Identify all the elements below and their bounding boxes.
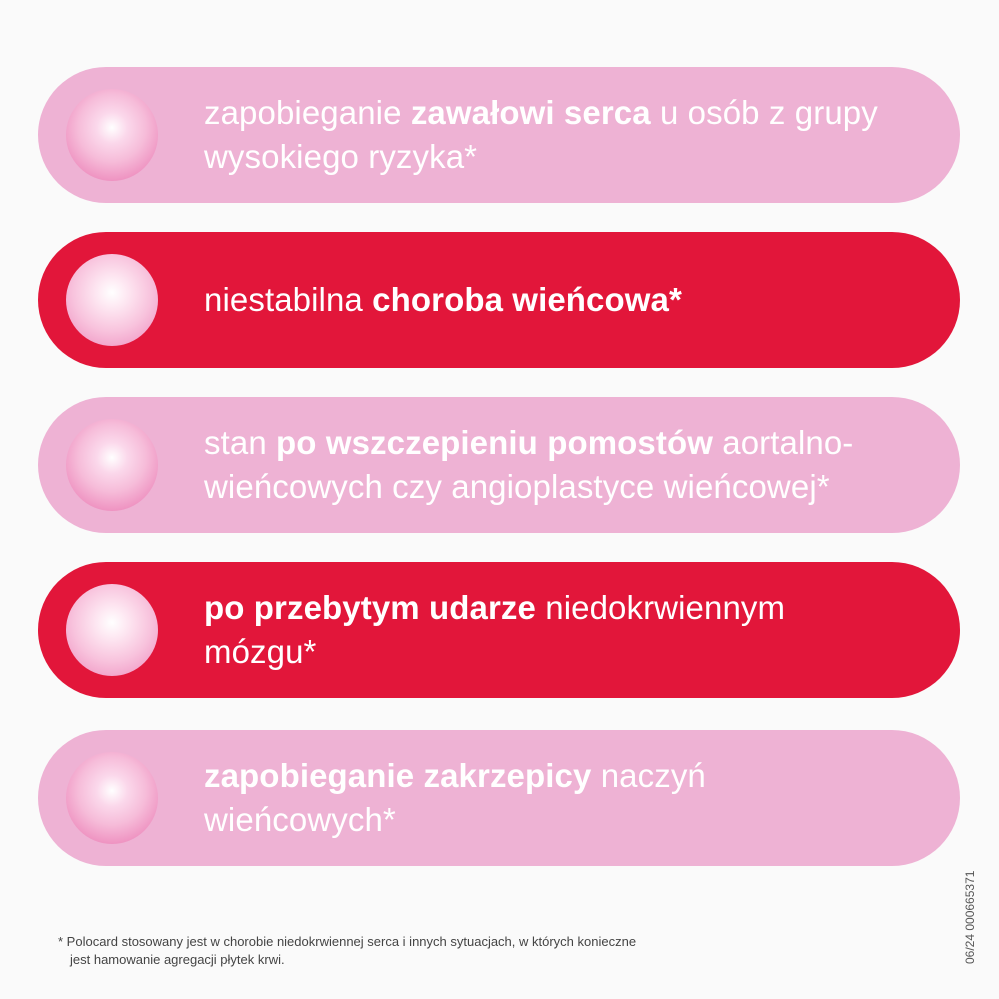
bullet-sphere-icon <box>66 752 158 844</box>
indication-pill-4 <box>38 562 960 698</box>
indication-text <box>204 91 902 179</box>
bullet-sphere-icon <box>66 584 158 676</box>
indication-pill-3 <box>38 397 960 533</box>
bullet-sphere-icon <box>66 254 158 346</box>
footnote-line-2: jest hamowanie agregacji płytek krwi. <box>70 952 285 967</box>
indication-pill-1 <box>38 67 960 203</box>
indication-text <box>204 278 902 322</box>
text-part-bold: po przebytym udarze <box>204 589 536 626</box>
indication-text <box>204 754 902 842</box>
text-part: u osób z grupy wysokiego ryzyka* <box>204 94 878 175</box>
text-part: stan <box>204 424 277 461</box>
indication-text <box>204 586 902 674</box>
footnote-line-1: * Polocard stosowany jest w chorobie niedokrwiennej serca i innych sytuacjach, w których konieczne <box>58 934 637 949</box>
text-part-bold: zawałowi serca <box>410 94 651 131</box>
text-part-bold: po wszczepieniu pomostów <box>276 424 713 461</box>
footnote <box>58 933 938 969</box>
bullet-sphere-icon <box>66 89 158 181</box>
text-part: naczyń wieńcowych* <box>204 757 706 838</box>
bullet-sphere-icon <box>66 419 158 511</box>
text-part: niedokrwiennym mózgu* <box>204 589 786 670</box>
text-part-bold: choroba wieńcowa* <box>372 281 682 318</box>
text-part: niestabilna <box>204 281 373 318</box>
text-part-bold: zapobieganie zakrzepicy <box>204 757 592 794</box>
document-code: 06/24 000665371 <box>963 870 977 964</box>
indication-pill-5 <box>38 730 960 866</box>
indication-pill-2 <box>38 232 960 368</box>
text-part: aortalno-wieńcowych czy angioplastyce wieńcowej* <box>204 424 854 505</box>
text-part: zapobieganie <box>204 94 411 131</box>
indication-text <box>204 421 902 509</box>
